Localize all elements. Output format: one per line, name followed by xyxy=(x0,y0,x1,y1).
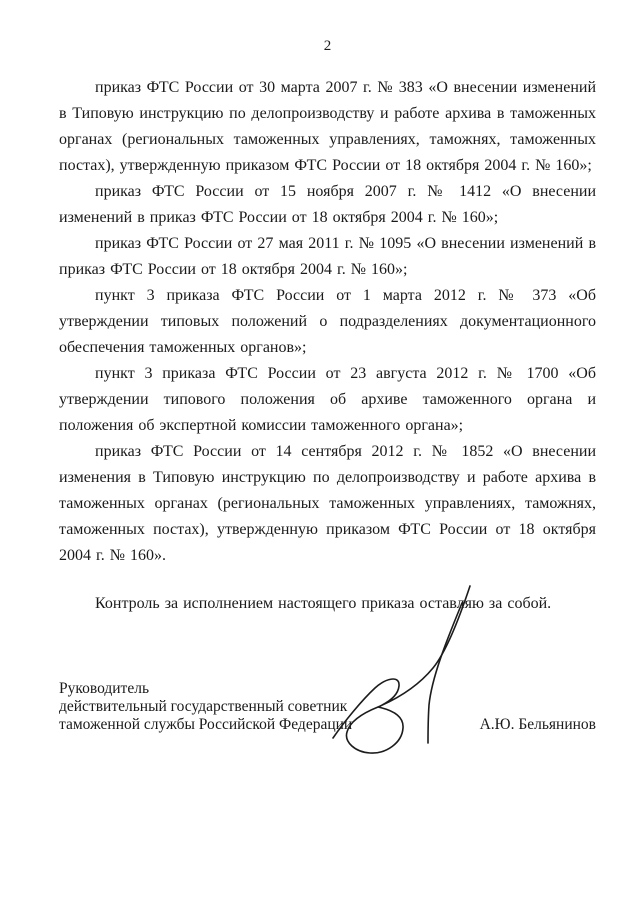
order-list-paragraph: приказ ФТС России от 30 марта 2007 г. № 383 «О внесении изменений в Типовую инструкцию по делопроизводству и работе архива в таможенных органах (региональных таможенных управлениях, таможнях, таможенных постах), утвержденную приказом ФТС России от 18 октября 2004 г. № 160»; xyxy=(59,79,596,174)
signature-block xyxy=(59,680,596,734)
text-block xyxy=(59,38,596,734)
signer-position-line: Руководитель xyxy=(59,680,150,697)
order-list-paragraph: пункт 3 приказа ФТС России от 23 августа 2012 г. № 1700 «Об утверждении типового положения об архиве таможенного органа и положения об экспертной комиссии таможенного органа»; xyxy=(59,365,596,434)
signer-position-line: действительный государственный советник xyxy=(59,698,348,715)
page-number: 2 xyxy=(323,38,332,54)
signer-name: А.Ю. Бельянинов xyxy=(479,716,596,733)
control-statement: Контроль за исполнением настоящего приказа оставляю за собой. xyxy=(95,595,552,612)
signer-position-line: таможенной службы Российской Федерации xyxy=(59,716,353,733)
order-list-paragraph: приказ ФТС России от 14 сентября 2012 г. № 1852 «О внесении изменения в Типовую инструкцию по делопроизводству и работе архива в таможенных органах (региональных таможенных управлениях, таможнях, таможенных постах), утвержденную приказом ФТС России от 18 октября 2004 г. № 160». xyxy=(59,443,596,564)
signer-position xyxy=(59,680,352,734)
order-list-paragraph: приказ ФТС России от 27 мая 2011 г. № 1095 «О внесении изменений в приказ ФТС России от 18 октября 2004 г. № 160»; xyxy=(59,235,596,278)
order-list-paragraph: приказ ФТС России от 15 ноября 2007 г. № 1412 «О внесении изменений в приказ ФТС России от 18 октября 2004 г. № 160»; xyxy=(59,183,596,226)
order-list-paragraph: пункт 3 приказа ФТС России от 1 марта 2012 г. № 373 «Об утверждении типовых положений о подразделениях документационного обеспечения таможенных органов»; xyxy=(59,287,596,356)
